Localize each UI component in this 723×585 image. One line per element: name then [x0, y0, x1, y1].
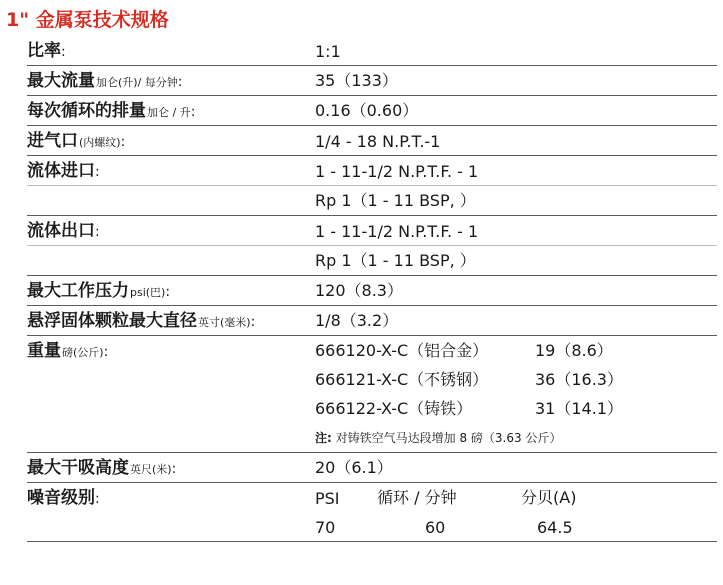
spec-value: 35（133） — [315, 71, 398, 90]
spec-label: 比率: — [27, 41, 66, 61]
spec-row-weight-note — [27, 423, 717, 453]
spec-row-air-inlet — [27, 126, 717, 156]
spec-label: 流体出口: — [27, 221, 100, 241]
spec-label: 流体进口: — [27, 161, 100, 181]
spec-label: 每次循环的排量加仑 / 升: — [27, 101, 196, 121]
spec-row-displacement — [27, 96, 717, 126]
spec-row-noise-values — [27, 512, 717, 542]
spec-value: 0.16（0.60） — [315, 101, 419, 120]
spec-row-fluid-inlet — [27, 156, 717, 186]
page-title: 1" 金属泵技术规格 — [6, 9, 169, 31]
weight-value: 31（14.1） — [535, 399, 623, 418]
weight-model: 666120-X-C（铝合金） — [315, 341, 489, 360]
spec-value: 1:1 — [315, 42, 341, 61]
spec-label: 最大工作压力psi(巴): — [27, 281, 171, 301]
weight-model: 666121-X-C（不锈钢） — [315, 370, 489, 389]
spec-label: 重量磅(公斤): — [27, 341, 109, 361]
noise-header-cycles: 循环 / 分钟 — [377, 488, 457, 507]
spec-table — [27, 36, 717, 542]
weight-model: 666122-X-C（铸铁） — [315, 399, 473, 418]
spec-value: Rp 1（1 - 11 BSP, ） — [315, 191, 476, 210]
spec-row-max-lift — [27, 453, 717, 483]
spec-row-fluid-outlet-alt — [27, 246, 717, 276]
spec-value: 1/4 - 18 N.P.T.-1 — [315, 132, 441, 151]
spec-value: 1 - 11-1/2 N.P.T.F. - 1 — [315, 162, 479, 181]
noise-value-cycles: 60 — [425, 518, 446, 537]
spec-row-max-pressure — [27, 276, 717, 306]
noise-header-db: 分贝(A) — [521, 488, 577, 507]
spec-row-fluid-outlet — [27, 216, 717, 246]
spec-label: 最大流量加仑(升)/ 每分钟: — [27, 71, 183, 91]
weight-value: 19（8.6） — [535, 341, 613, 360]
spec-row-ratio — [27, 36, 717, 66]
spec-value: Rp 1（1 - 11 BSP, ） — [315, 251, 476, 270]
spec-value: 120（8.3） — [315, 281, 403, 300]
spec-row-max-flow — [27, 66, 717, 96]
spec-row-max-solids — [27, 306, 717, 336]
spec-label: 悬浮固体颗粒最大直径英寸(毫米): — [27, 311, 256, 331]
spec-label: 进气口(内螺纹): — [27, 131, 126, 151]
noise-value-db: 64.5 — [537, 518, 573, 537]
spec-row-fluid-inlet-alt — [27, 186, 717, 216]
spec-row-weight — [27, 336, 717, 365]
spec-value: 20（6.1） — [315, 458, 393, 477]
spec-label: 噪音级别: — [27, 488, 100, 508]
noise-value-psi: 70 — [315, 518, 336, 537]
spec-value: 1/8（3.2） — [315, 311, 399, 330]
spec-label: 最大干吸高度英尺(米): — [27, 458, 177, 478]
weight-value: 36（16.3） — [535, 370, 623, 389]
spec-row-weight-2 — [27, 365, 717, 394]
spec-value: 1 - 11-1/2 N.P.T.F. - 1 — [315, 222, 479, 241]
weight-note: 注: 对铸铁空气马达段增加 8 磅（3.63 公斤） — [315, 431, 562, 445]
spec-row-noise — [27, 483, 717, 512]
spec-row-weight-3 — [27, 394, 717, 423]
noise-header-psi: PSI — [315, 489, 340, 508]
